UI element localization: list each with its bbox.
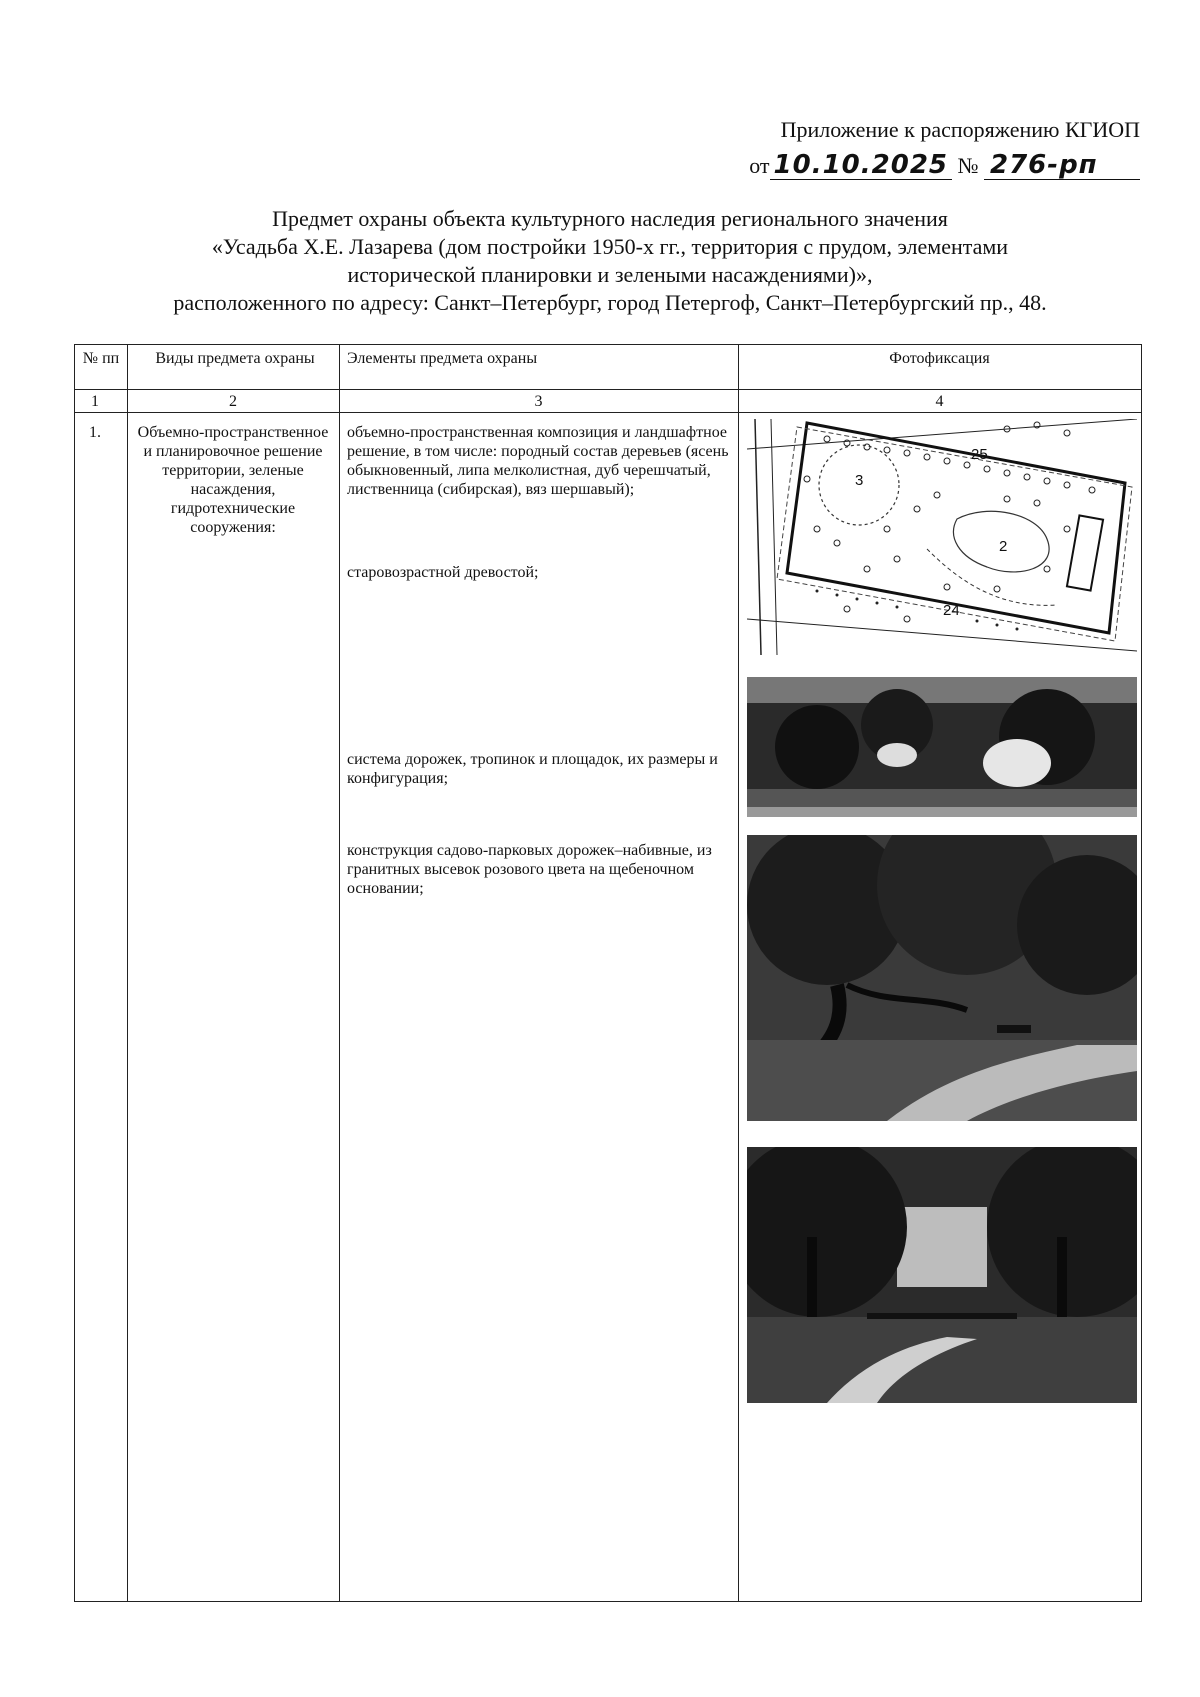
site-plan-image: [747, 419, 1137, 655]
row-divider: [75, 412, 1141, 413]
document-title: [80, 205, 1140, 317]
header-elements: Элементы предмета охраны: [347, 350, 538, 367]
protection-subject-table: [74, 344, 1142, 1602]
row-number: 1.: [89, 424, 101, 441]
park-photo-3: [747, 1147, 1137, 1403]
title-line-2: «Усадьба Х.Е. Лазарева (дом постройки 1950-х гг., территория с прудом, элементами: [211, 234, 1009, 259]
row-divider: [75, 389, 1141, 390]
number-prefix: №: [957, 153, 979, 178]
title-line-4: расположенного по адресу: Санкт–Петербург, город Петергоф, Санкт–Петербургский пр., 48.: [173, 290, 1047, 315]
order-number: 276-рп: [984, 151, 1140, 180]
col-number-4: 4: [935, 393, 944, 410]
park-photo-1: [747, 677, 1137, 817]
plan-label-25: 25: [971, 446, 988, 463]
column-divider: [127, 345, 128, 1601]
col-number-3: 3: [534, 393, 543, 410]
header-photo: Фотофиксация: [889, 350, 990, 367]
title-line-1: Предмет охраны объекта культурного наследия регионального значения: [272, 206, 948, 231]
plan-label-24: 24: [943, 602, 960, 619]
column-divider: [738, 345, 739, 1601]
order-date: 10.10.2025: [770, 151, 952, 180]
appendix-line: Приложение к распоряжению КГИОП: [780, 117, 1140, 142]
element-paths-system: система дорожек, тропинок и площадок, их размеры и конфигурация;: [347, 751, 718, 787]
park-photo-2: [747, 835, 1137, 1121]
element-old-trees: старовозрастной древостой;: [347, 564, 539, 581]
element-composition: объемно-пространственная композиция и ландшафтное решение, в том числе: породный состав деревьев (ясень обыкновенный, липа мелколистная, дуб черешчатый, лиственница (сибирская), вяз шершавый);: [347, 424, 729, 498]
protection-type: Объемно-пространственное и планировочное решение территории, зеленые насаждения, гидротехнические сооружения:: [137, 424, 329, 536]
col-number-2: 2: [229, 393, 237, 410]
plan-label-2: 2: [999, 538, 1008, 555]
date-prefix: от: [749, 153, 770, 178]
col-number-1: 1: [91, 393, 99, 410]
element-path-construction: конструкция садово-парковых дорожек–набивные, из гранитных высевок розового цвета на щебеночном основании;: [347, 842, 712, 897]
order-date-number: [720, 148, 1140, 184]
plan-label-3: 3: [855, 472, 864, 489]
header-number: № пп: [82, 350, 120, 367]
title-line-3: исторической планировки и зелеными насаждениями)»,: [347, 262, 873, 287]
header-type: Виды предмета охраны: [155, 350, 315, 367]
appendix-reference: [720, 112, 1140, 184]
column-divider: [339, 345, 340, 1601]
